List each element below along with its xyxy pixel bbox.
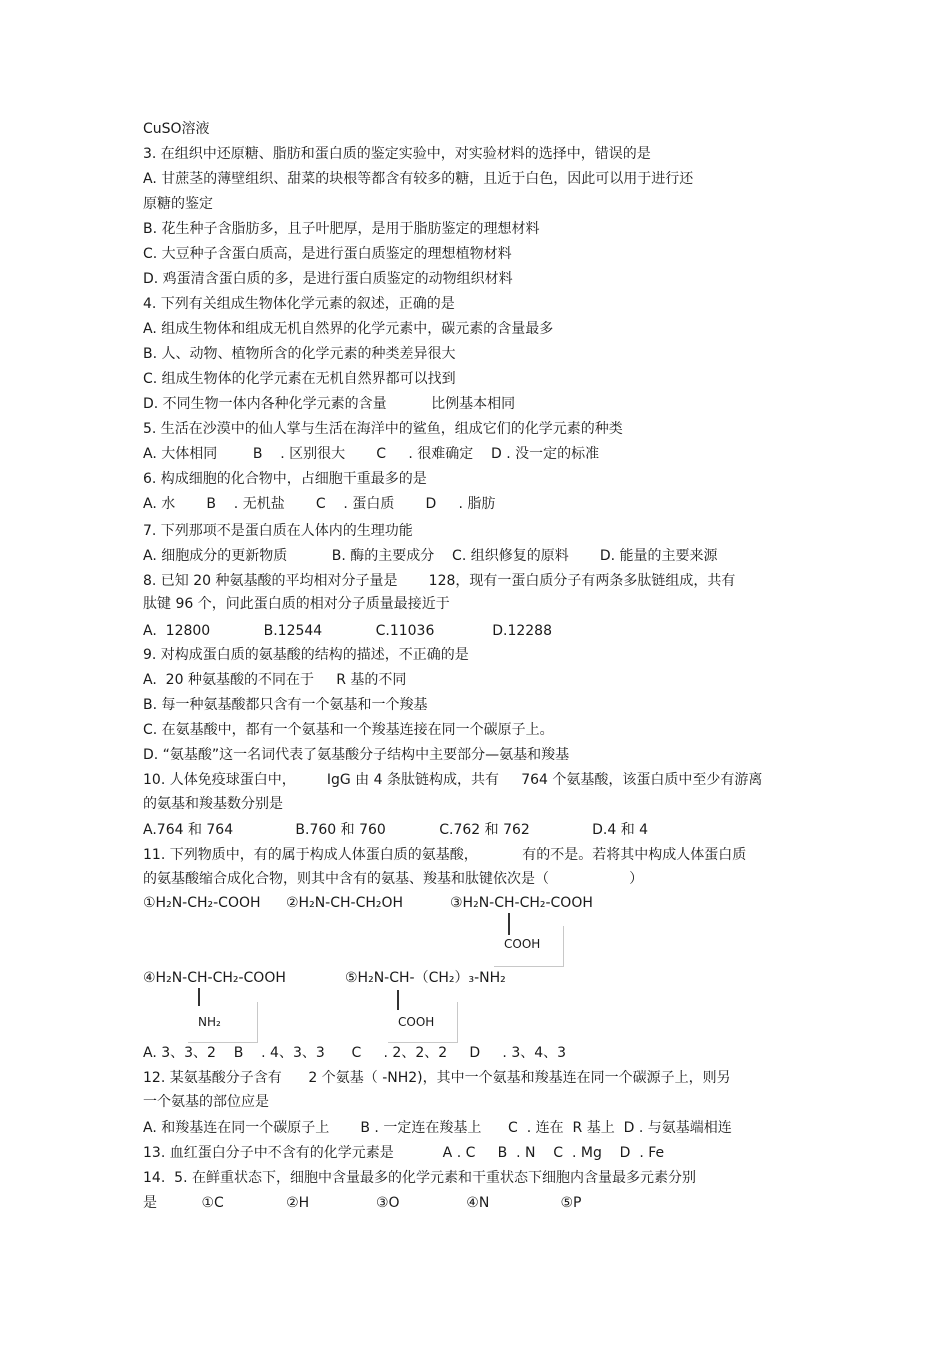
question-3: 3. 在组织中还原糖、脂肪和蛋白质的鉴定实验中，对实验材料的选择中，错误的是 bbox=[143, 146, 651, 162]
formula-5: ⑤H₂N-CH-（CH₂）₃-NH₂ bbox=[345, 970, 506, 986]
option-line: C. 在氨基酸中，都有一个氨基和一个羧基连接在同一个碳原子上。 bbox=[143, 722, 554, 738]
option-line: B. 人、动物、植物所含的化学元素的种类差异很大 bbox=[143, 346, 456, 362]
option-line: A. 组成生物体和组成无机自然界的化学元素中，碳元素的含量最多 bbox=[143, 321, 554, 337]
formula-5-branch: COOH bbox=[398, 1015, 435, 1029]
option-line: D. 不同生物一体内各种化学元素的含量 比例基本相同 bbox=[143, 396, 516, 412]
question-8: 8. 已知 20 种氨基酸的平均相对分子量是 128，现有一蛋白质分子有两条多肽链组成，共有 bbox=[143, 573, 736, 589]
question-4: 4. 下列有关组成生物体化学元素的叙述，正确的是 bbox=[143, 296, 455, 312]
question-12: 12. 某氨基酸分子含有 2 个氨基（ -NH2)，其中一个氨基和羧基连在同一个碳源子上，则另 bbox=[143, 1070, 731, 1086]
option-line: D. 鸡蛋清含蛋白质的多，是进行蛋白质鉴定的动物组织材料 bbox=[143, 271, 513, 287]
question-7: 7. 下列那项不是蛋白质在人体内的生理功能 bbox=[143, 523, 413, 539]
question-14: 14. 5. 在鲜重状态下，细胞中含量最多的化学元素和干重状态下细胞内含量最多元素分别 bbox=[143, 1170, 696, 1186]
question-6: 6. 构成细胞的化合物中，占细胞干重最多的是 bbox=[143, 471, 427, 487]
question-9: 9. 对构成蛋白质的氨基酸的结构的描述，不正确的是 bbox=[143, 647, 469, 663]
option-line: A. 20 种氨基酸的不同在于 R 基的不同 bbox=[143, 672, 407, 688]
option-line: C. 组成生物体的化学元素在无机自然界都可以找到 bbox=[143, 371, 456, 387]
option-line: 原糖的鉴定 bbox=[143, 196, 213, 212]
option-line: B. 每一种氨基酸都只含有一个氨基和一个羧基 bbox=[143, 697, 428, 713]
question-11-cont: 的氨基酸缩合成化合物，则其中含有的氨基、羧基和肽键依次是（ ） bbox=[143, 871, 644, 887]
option-line: B. 花生种子含脂肪多，且子叶肥厚，是用于脂肪鉴定的理想材料 bbox=[143, 221, 540, 237]
question-8-cont: 肽键 96 个，问此蛋白质的相对分子质量最接近于 bbox=[143, 596, 450, 612]
question-13: 13. 血红蛋白分子中不含有的化学元素是 A . C B . N C . Mg D . Fe bbox=[143, 1145, 665, 1161]
formula-3-branch: COOH bbox=[504, 937, 541, 951]
formula-2: ②H₂N-CH-CH₂OH bbox=[286, 895, 404, 911]
option-line: C. 大豆种子含蛋白质高，是进行蛋白质鉴定的理想植物材料 bbox=[143, 246, 512, 262]
option-line: D. “氨基酸”这一名词代表了氨基酸分子结构中主要部分—氨基和羧基 bbox=[143, 747, 570, 763]
question-10: 10. 人体免疫球蛋白中， IgG 由 4 条肽链构成，共有 764 个氨基酸，该蛋白质中至少有游离 bbox=[143, 772, 763, 788]
option-line: A. 水 B . 无机盐 C . 蛋白质 D . 脂肪 bbox=[143, 496, 496, 512]
question-12-cont: 一个氨基的部位应是 bbox=[143, 1094, 269, 1110]
question-10-cont: 的氨基和羧基数分别是 bbox=[143, 796, 283, 812]
text-line: CuSO溶液 bbox=[143, 121, 210, 137]
option-line: A. 3、3、2 B . 4、3、3 C . 2、2、2 D . 3、4、3 bbox=[143, 1045, 567, 1061]
question-11: 11. 下列物质中，有的属于构成人体蛋白质的氨基酸， 有的不是。若将其中构成人体蛋白质 bbox=[143, 847, 747, 863]
option-line: A. 细胞成分的更新物质 B. 酶的主要成分 C. 组织修复的原料 D. 能量的主要来源 bbox=[143, 548, 718, 564]
formula-4-branch: NH₂ bbox=[198, 1015, 221, 1029]
option-line: A. 和羧基连在同一个碳原子上 B . 一定连在羧基上 C . 连在 R 基上 D . 与氨基端相连 bbox=[143, 1120, 732, 1136]
formula-3: ③H₂N-CH-CH₂-COOH bbox=[450, 895, 593, 911]
formula-1: ①H₂N-CH₂-COOH bbox=[143, 895, 261, 911]
option-line: A. 大体相同 B . 区别很大 C . 很难确定 D . 没一定的标准 bbox=[143, 446, 600, 462]
question-5: 5. 生活在沙漠中的仙人掌与生活在海洋中的鲨鱼，组成它们的化学元素的种类 bbox=[143, 421, 623, 437]
option-line: A. 甘蔗茎的薄壁组织、甜菜的块根等都含有较多的糖，且近于白色，因此可以用于进行还 bbox=[143, 171, 694, 187]
option-line: A.764 和 764 B.760 和 760 C.762 和 762 D.4 和 4 bbox=[143, 822, 649, 838]
formula-4: ④H₂N-CH-CH₂-COOH bbox=[143, 970, 286, 986]
question-14-options: 是 ①C ②H ③O ④N ⑤P bbox=[143, 1195, 582, 1211]
option-line: A. 12800 B.12544 C.11036 D.12288 bbox=[143, 623, 552, 639]
